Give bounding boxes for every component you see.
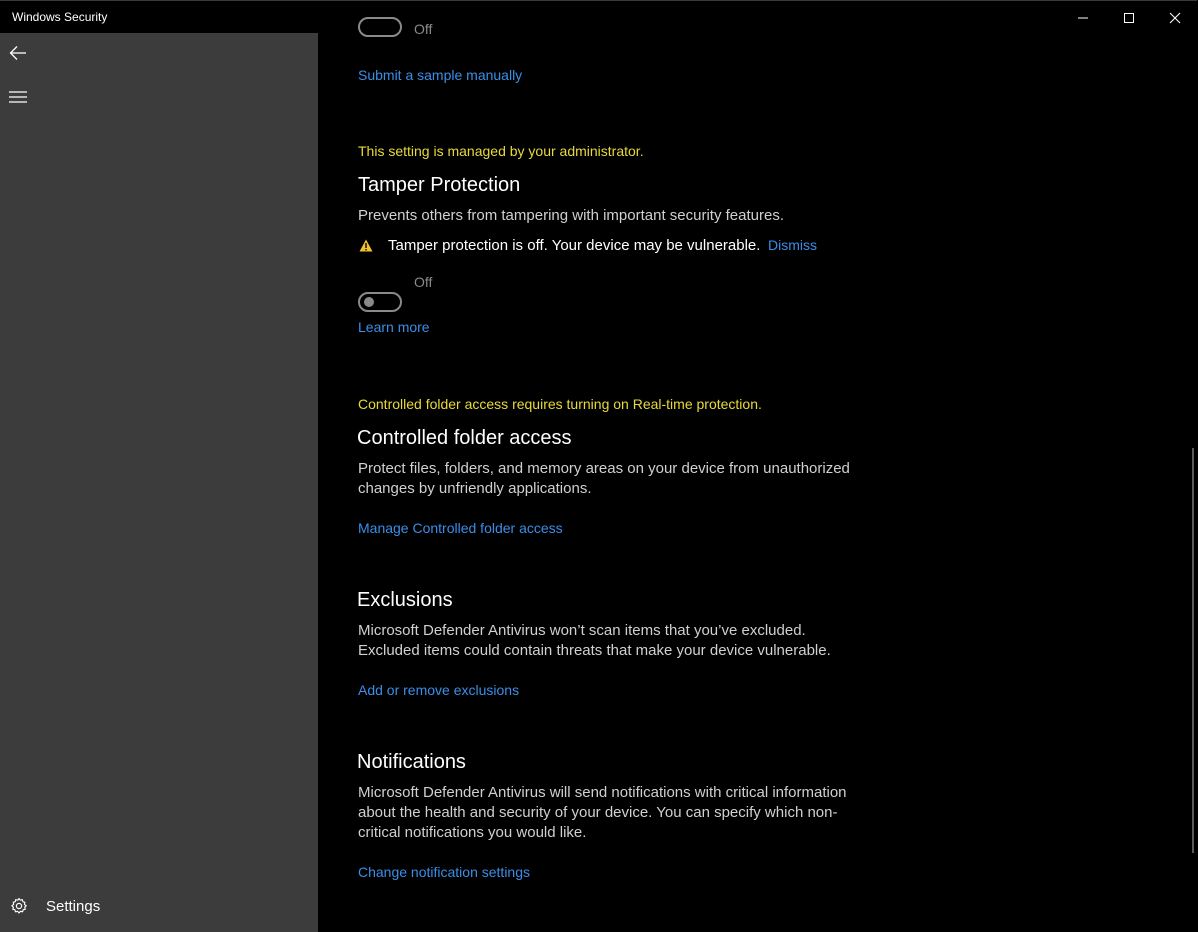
hamburger-menu-icon bbox=[9, 90, 27, 104]
gear-icon bbox=[1, 888, 37, 924]
tamper-admin-notice: This setting is managed by your administrator. bbox=[358, 143, 644, 159]
tamper-toggle-state-label: Off bbox=[414, 274, 433, 290]
back-button[interactable] bbox=[0, 35, 36, 71]
cloud-submission-toggle[interactable] bbox=[358, 17, 402, 37]
vertical-scrollbar[interactable] bbox=[1192, 448, 1194, 853]
controlled-folder-heading: Controlled folder access bbox=[357, 427, 572, 449]
toggle-state-label: Off bbox=[414, 21, 433, 37]
sidebar-item-settings[interactable] bbox=[0, 888, 318, 924]
tamper-warning-text: Tamper protection is off. Your device may be vulnerable. bbox=[388, 237, 761, 254]
controlled-folder-description: Protect files, folders, and memory areas on your device from unauthorized changes by unfriendly applications. bbox=[358, 460, 850, 497]
window-title: Windows Security bbox=[12, 10, 108, 24]
minimize-button[interactable] bbox=[1060, 1, 1106, 34]
main-content bbox=[318, 21, 1197, 932]
hamburger-menu-button[interactable] bbox=[0, 79, 36, 115]
minimize-icon bbox=[1077, 12, 1089, 24]
add-remove-exclusions-link[interactable]: Add or remove exclusions bbox=[358, 682, 520, 698]
learn-more-link[interactable]: Learn more bbox=[358, 319, 430, 335]
tamper-protection-description: Prevents others from tampering with important security features. bbox=[358, 207, 785, 224]
warning-icon bbox=[359, 239, 373, 257]
maximize-icon bbox=[1123, 12, 1135, 24]
notifications-heading: Notifications bbox=[357, 751, 466, 773]
exclusions-description: Microsoft Defender Antivirus won’t scan items that you’ve excluded. Excluded items could contain threats that make your device vulnerable. bbox=[358, 622, 831, 659]
back-arrow-icon bbox=[9, 45, 27, 61]
maximize-button[interactable] bbox=[1106, 1, 1152, 34]
submit-sample-link[interactable]: Submit a sample manually bbox=[358, 67, 523, 83]
sidebar bbox=[0, 33, 318, 932]
tamper-protection-heading: Tamper Protection bbox=[358, 174, 521, 196]
controlled-folder-notice: Controlled folder access requires turning on Real-time protection. bbox=[358, 396, 762, 412]
notifications-description: Microsoft Defender Antivirus will send notifications with critical information about the health and security of your device. You can specify which non-critical notifications you would like. bbox=[358, 784, 847, 841]
tamper-protection-toggle[interactable] bbox=[358, 292, 402, 312]
title-bar bbox=[0, 0, 1197, 33]
change-notification-settings-link[interactable]: Change notification settings bbox=[358, 864, 530, 880]
close-button[interactable] bbox=[1152, 1, 1198, 34]
dismiss-link[interactable]: Dismiss bbox=[768, 237, 817, 253]
close-icon bbox=[1169, 12, 1181, 24]
sidebar-item-label: Settings bbox=[46, 897, 101, 915]
manage-controlled-folder-link[interactable]: Manage Controlled folder access bbox=[358, 520, 563, 536]
toggle-knob bbox=[364, 297, 374, 307]
exclusions-heading: Exclusions bbox=[357, 589, 453, 611]
